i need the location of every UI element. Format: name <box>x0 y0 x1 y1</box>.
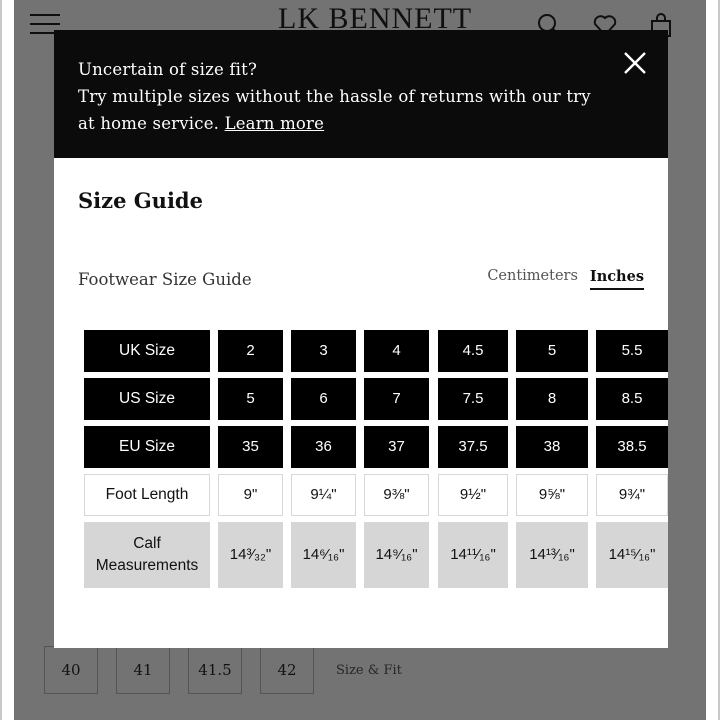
row-header: UK Size <box>84 330 210 372</box>
frame-edge-left <box>0 0 2 720</box>
size-guide-modal <box>54 30 668 648</box>
size-cell: 9⅜" <box>364 474 429 516</box>
size-cell: 5 <box>218 378 283 420</box>
row-header: EU Size <box>84 426 210 468</box>
size-cell: 14⁹⁄₁₆" <box>364 522 429 588</box>
size-cell: 4 <box>364 330 429 372</box>
size-cell: 9¾" <box>596 474 668 516</box>
size-cell: 14¹¹⁄₁₆" <box>438 522 508 588</box>
row-header: US Size <box>84 378 210 420</box>
size-cell: 9¼" <box>291 474 356 516</box>
size-cell: 9½" <box>438 474 508 516</box>
learn-more-link[interactable]: Learn more <box>224 114 325 133</box>
size-cell: 36 <box>291 426 356 468</box>
size-cell: 14¹⁵⁄₁₆" <box>596 522 668 588</box>
size-cell: 2 <box>218 330 283 372</box>
size-cell: 14⁶⁄₁₆" <box>291 522 356 588</box>
size-conversion-table <box>82 328 668 590</box>
banner-line-2: Try multiple sizes without the hassle of returns with our try <box>78 87 591 106</box>
size-cell: 37 <box>364 426 429 468</box>
size-cell: 38.5 <box>596 426 668 468</box>
size-cell: 7.5 <box>438 378 508 420</box>
unit-tabs <box>487 268 644 290</box>
banner-line-3-text: at home service. <box>78 114 220 133</box>
close-icon[interactable] <box>622 50 648 76</box>
size-cell: 5.5 <box>596 330 668 372</box>
size-cell: 38 <box>516 426 588 468</box>
size-cell: 35 <box>218 426 283 468</box>
tab-inches[interactable]: Inches <box>590 268 644 290</box>
size-fit-link[interactable]: Size & Fit <box>336 662 402 678</box>
size-guide-title: Size Guide <box>78 188 203 213</box>
size-cell: 3 <box>291 330 356 372</box>
size-cell: 9⅝" <box>516 474 588 516</box>
size-cell: 6 <box>291 378 356 420</box>
size-option[interactable]: 41.5 <box>188 646 242 694</box>
try-at-home-banner <box>54 30 668 158</box>
size-cell: 7 <box>364 378 429 420</box>
banner-line-3 <box>78 110 644 137</box>
footwear-size-guide-heading: Footwear Size Guide <box>78 270 252 289</box>
size-cell: 8 <box>516 378 588 420</box>
size-cell: 14¹³⁄₁₆" <box>516 522 588 588</box>
size-option[interactable]: 41 <box>116 646 170 694</box>
row-header: Foot Length <box>84 474 210 516</box>
tab-centimeters[interactable]: Centimeters <box>487 268 578 284</box>
row-header: Calf Measurements <box>84 522 210 588</box>
size-cell: 5 <box>516 330 588 372</box>
size-cell: 37.5 <box>438 426 508 468</box>
size-cell: 14³⁄₃₂" <box>218 522 283 588</box>
size-option[interactable]: 40 <box>44 646 98 694</box>
size-selector <box>44 646 402 694</box>
size-cell: 9" <box>218 474 283 516</box>
banner-line-1: Uncertain of size fit? <box>78 60 258 79</box>
size-cell: 8.5 <box>596 378 668 420</box>
size-cell: 4.5 <box>438 330 508 372</box>
size-option[interactable]: 42 <box>260 646 314 694</box>
